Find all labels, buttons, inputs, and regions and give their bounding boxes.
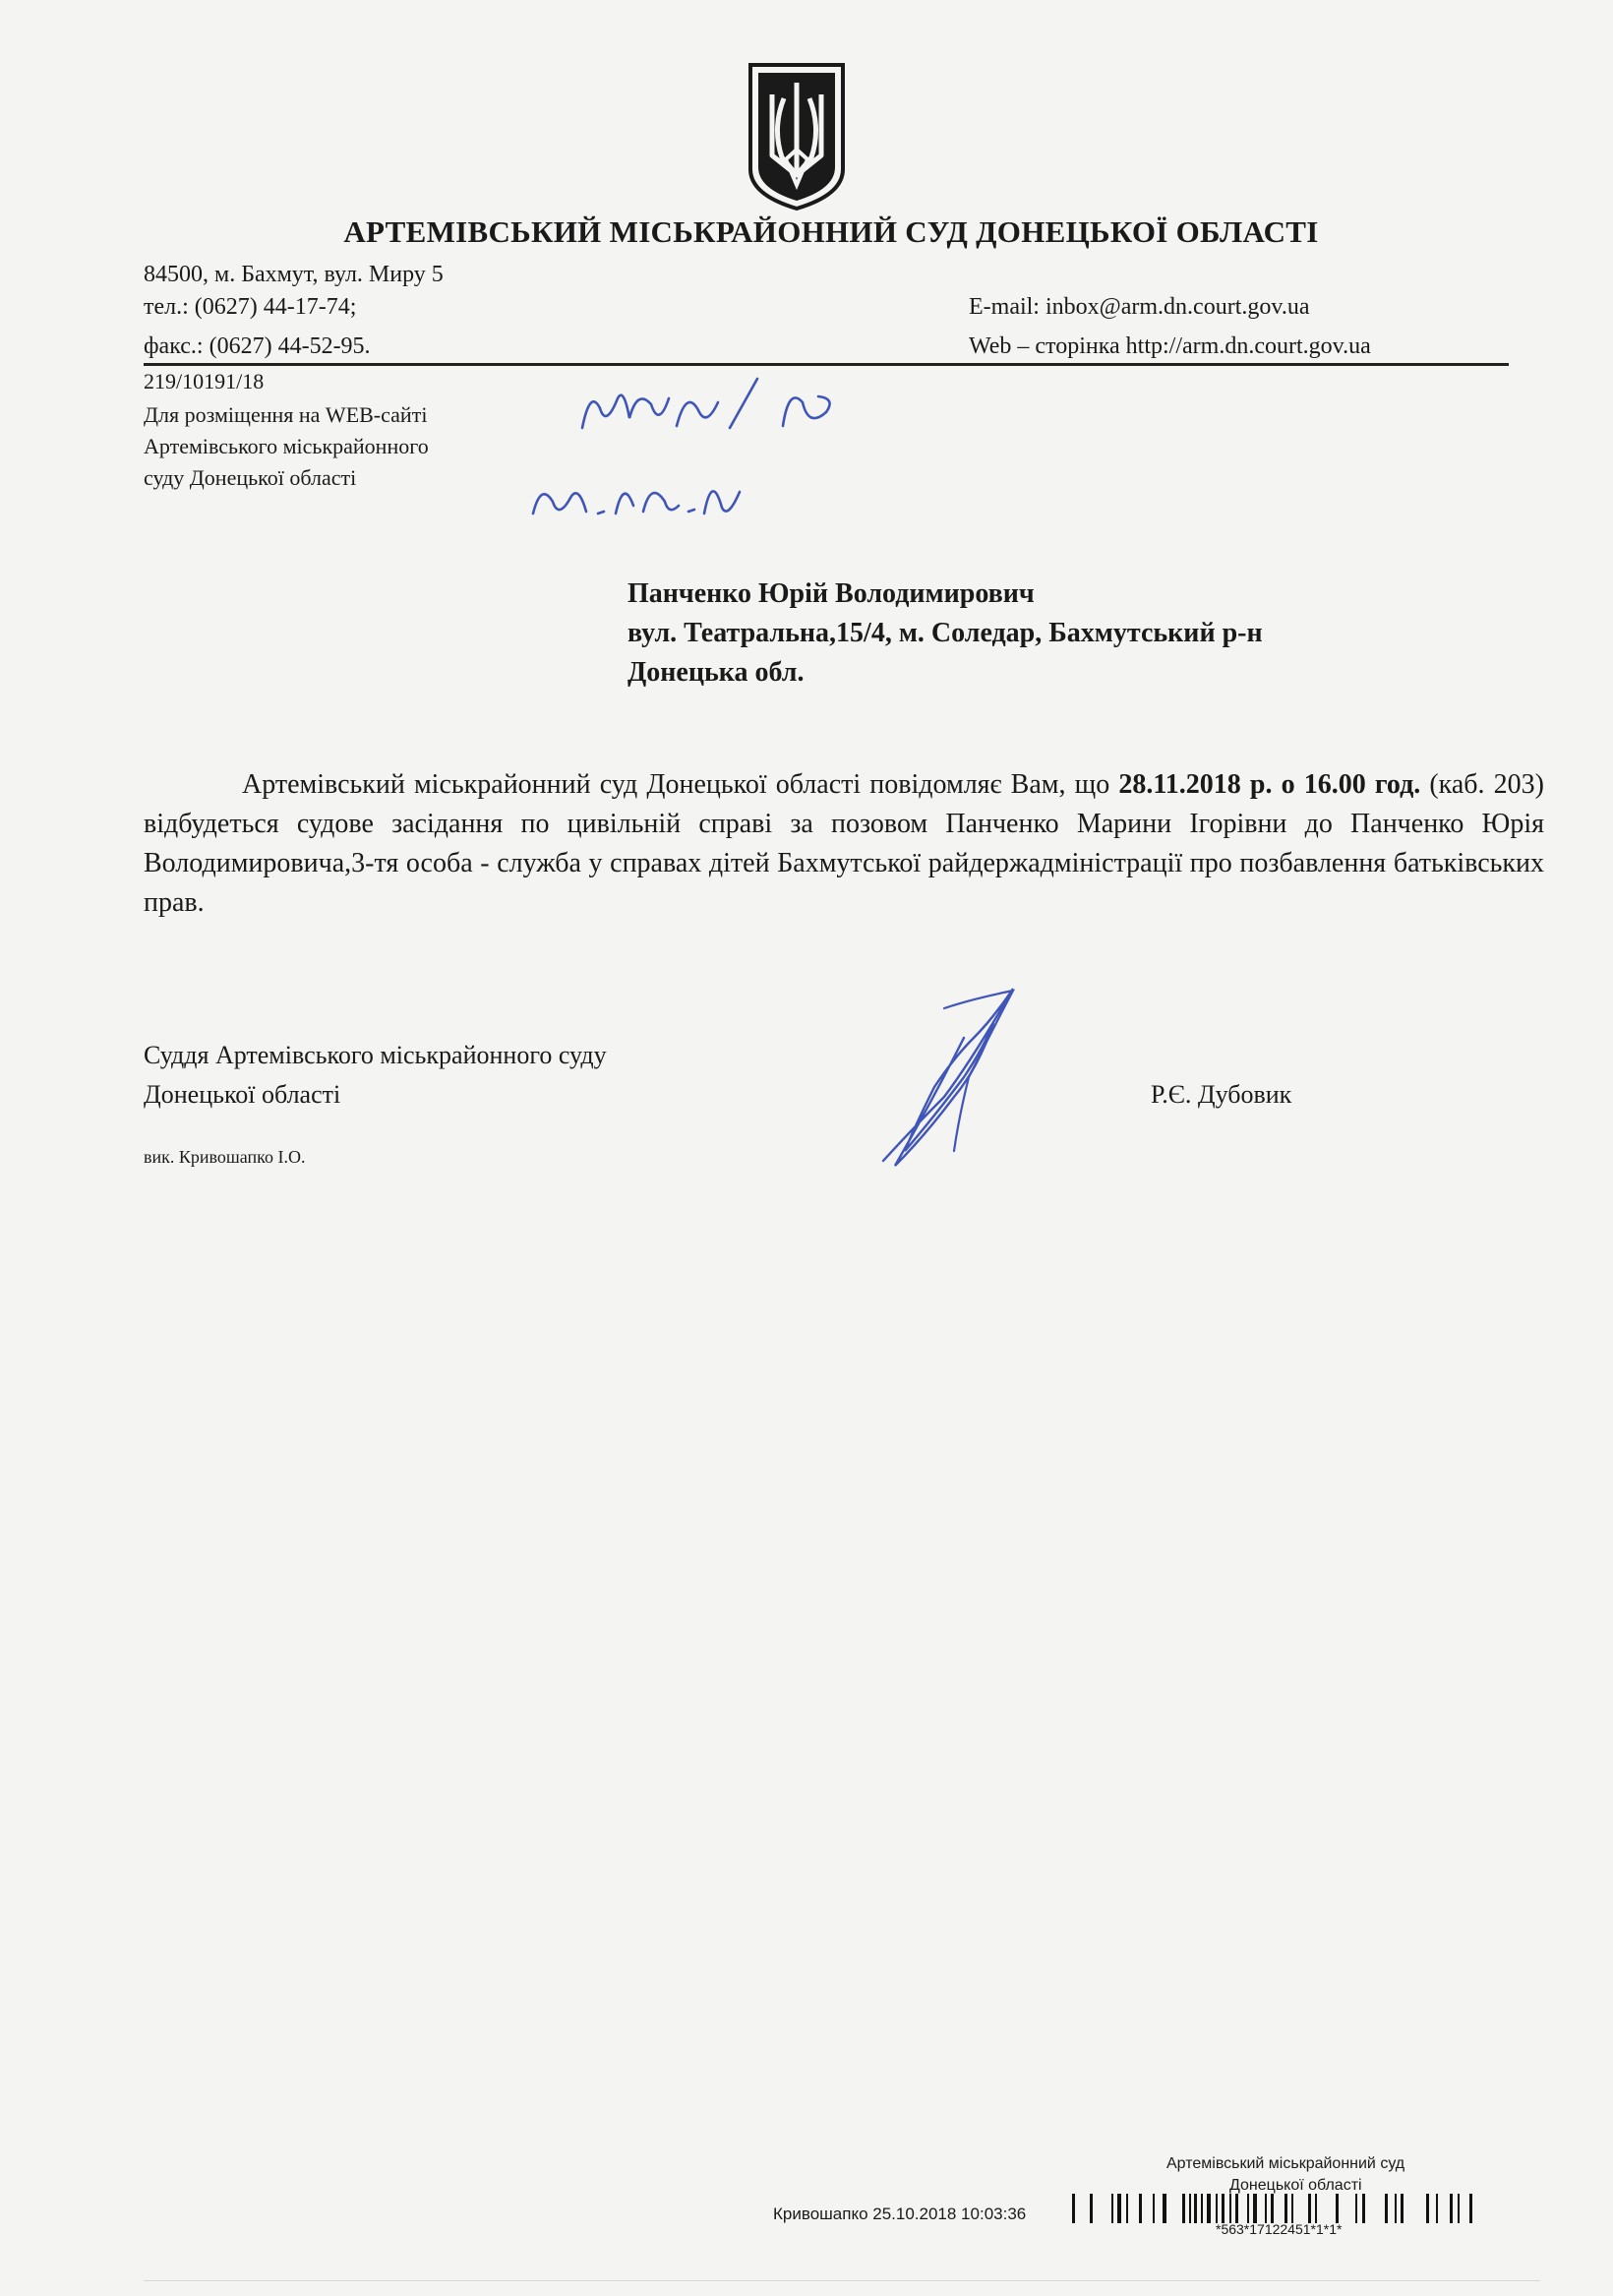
page-bottom-edge bbox=[144, 2280, 1540, 2281]
barcode-text: *563*17122451*1*1* bbox=[1216, 2221, 1343, 2237]
hearing-date-time: 28.11.2018 р. о 16.00 год. bbox=[1118, 769, 1421, 800]
header-divider bbox=[144, 363, 1509, 366]
handwritten-date bbox=[521, 462, 767, 531]
web-note-line1: Для розміщення на WEB-сайті bbox=[144, 402, 428, 427]
court-name-heading: АРТЕМІВСЬКИЙ МІСЬКРАЙОННИЙ СУД ДОНЕЦЬКОЇ ОБЛАСТІ bbox=[343, 214, 1319, 249]
notice-text-part1: Артемівський міськрайонний суд Донецької області повідомляє Вам, що bbox=[242, 769, 1119, 800]
court-fax: факс.: (0627) 44-52-95. bbox=[144, 333, 371, 359]
web-note-line3: суду Донецької області bbox=[144, 465, 357, 490]
case-number: 219/10191/18 bbox=[144, 369, 265, 393]
judge-title-line2: Донецької області bbox=[144, 1080, 341, 1109]
notice-text-part2: (каб. 203) відбудеться судове засідання по цивільній справі за позовом Панченко Марини Ігорівни до Панченко Юрія Володимировича,3-тя особа - служба у справах дітей Бахмутської райдержадміністрації про позбавлення батьківських прав. bbox=[144, 769, 1544, 918]
web-note-line2: Артемівського міськрайонного bbox=[144, 434, 429, 458]
coat-of-arms-icon bbox=[743, 59, 851, 211]
court-website: Web – сторінка http://arm.dn.court.gov.ua bbox=[969, 333, 1371, 359]
recipient-address-line2: Донецька обл. bbox=[627, 657, 805, 688]
judge-name: Р.Є. Дубовик bbox=[1151, 1080, 1292, 1109]
court-address: 84500, м. Бахмут, вул. Миру 5 bbox=[144, 262, 444, 287]
handwritten-registration-number bbox=[561, 369, 875, 448]
court-email: E-mail: inbox@arm.dn.court.gov.ua bbox=[969, 294, 1310, 320]
recipient-name: Панченко Юрій Володимирович bbox=[627, 578, 1035, 609]
notice-body bbox=[144, 765, 1544, 923]
footer-registration: Кривошапко 25.10.2018 10:03:36 bbox=[773, 2205, 1027, 2223]
recipient-address-line1: вул. Театральна,15/4, м. Соледар, Бахмутський р-н bbox=[627, 618, 1263, 648]
judge-signature-icon bbox=[875, 979, 1023, 1171]
executor-name: вик. Кривошапко І.О. bbox=[144, 1147, 306, 1167]
footer-stamp-line1: Артемівський міськрайонний суд bbox=[1166, 2155, 1405, 2172]
footer-stamp-line2: Донецької області bbox=[1229, 2177, 1362, 2194]
court-phone: тел.: (0627) 44-17-74; bbox=[144, 294, 357, 320]
judge-title-line1: Суддя Артемівського міськрайонного суду bbox=[144, 1041, 607, 1069]
